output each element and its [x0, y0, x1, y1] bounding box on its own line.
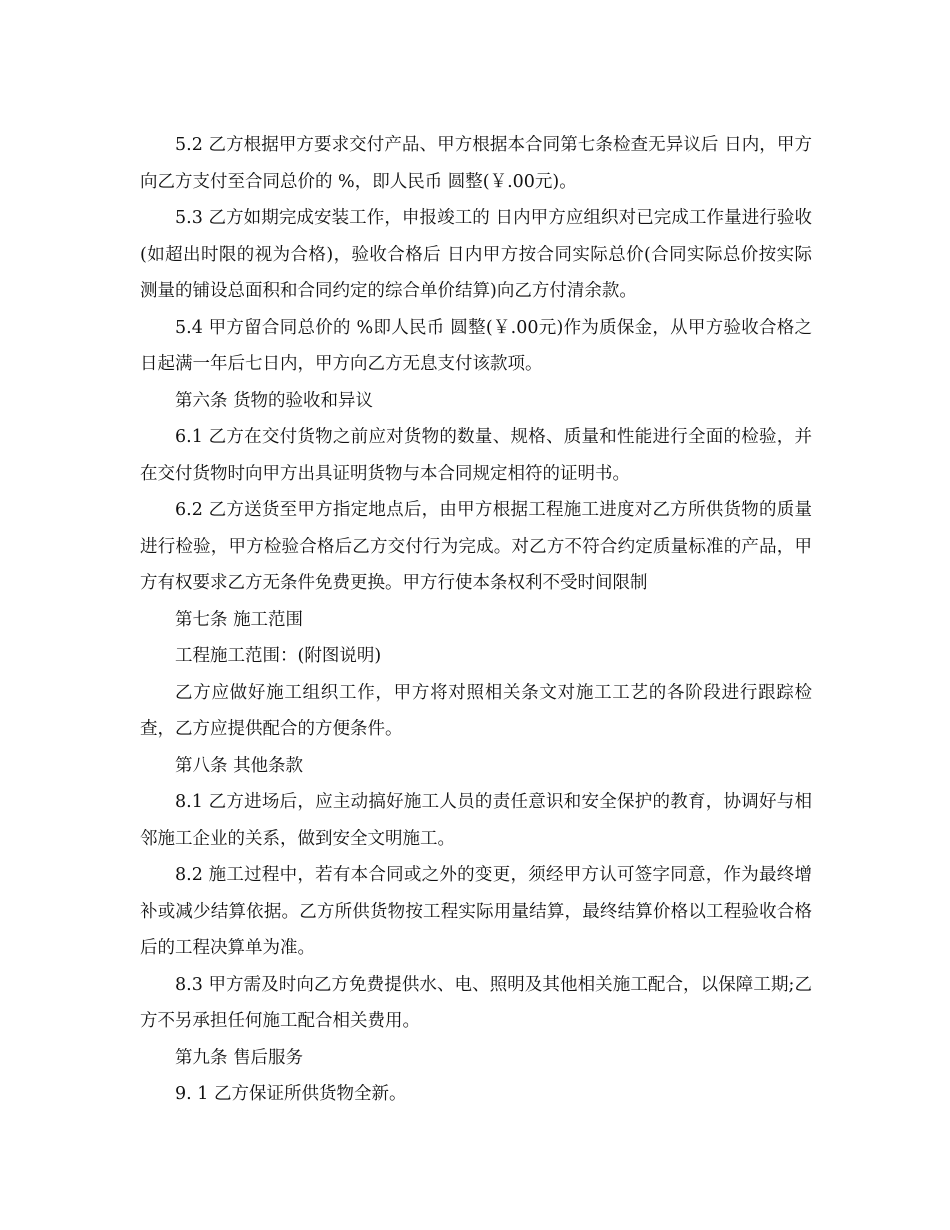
clause-6-1: 6.1 乙方在交付货物之前应对货物的数量、规格、质量和性能进行全面的检验，并在交付货物时向甲方出具证明货物与本合同规定相符的证明书。 — [140, 427, 812, 484]
clause-8-1: 8.1 乙方进场后，应主动搞好施工人员的责任意识和安全保护的教育，协调好与相邻施工企业的关系，做到安全文明施工。 — [140, 792, 812, 849]
document-body — [140, 127, 812, 1113]
clause-5-3: 5.3 乙方如期完成安装工作，申报竣工的 日内甲方应组织对已完成工作量进行验收(如超出时限的视为合格)，验收合格后 日内甲方按合同实际总价(合同实际总价按实际测量的铺设总面积和合同约定的综合单价结算)向乙方付清余款。 — [140, 208, 812, 301]
clause-8-3: 8.3 甲方需及时向乙方免费提供水、电、照明及其他相关施工配合，以保障工期;乙方不另承担任何施工配合相关费用。 — [140, 974, 812, 1031]
article-7-heading: 第七条 施工范围 — [175, 609, 304, 630]
clause-6-2: 6.2 乙方送货至甲方指定地点后，由甲方根据工程施工进度对乙方所供货物的质量进行检验，甲方检验合格后乙方交付行为完成。对乙方不符合约定质量标准的产品，甲方有权要求乙方无条件免费更换。甲方行使本条权利不受时间限制 — [140, 500, 812, 593]
article-9-heading: 第九条 售后服务 — [175, 1047, 304, 1068]
clause-9-1: 9. 1 乙方保证所供货物全新。 — [175, 1084, 407, 1104]
construction-organization-paragraph: 乙方应做好施工组织工作，甲方将对照相关条文对施工工艺的各阶段进行跟踪检查，乙方应提供配合的方便条件。 — [140, 682, 812, 739]
construction-scope-line: 工程施工范围：(附图说明) — [175, 646, 382, 666]
clause-5-4: 5.4 甲方留合同总价的 %即人民币 圆整(￥.00元)作为质保金，从甲方验收合格之日起满一年后七日内，甲方向乙方无息支付该款项。 — [140, 317, 812, 374]
clause-5-2: 5.2 乙方根据甲方要求交付产品、甲方根据本合同第七条检查无异议后 日内，甲方向乙方支付至合同总价的 %，即人民币 圆整(￥.00元)。 — [140, 135, 812, 192]
article-8-heading: 第八条 其他条款 — [175, 755, 304, 776]
clause-8-2: 8.2 施工过程中，若有本合同或之外的变更，须经甲方认可签字同意，作为最终增补或减少结算依据。乙方所供货物按工程实际用量结算，最终结算价格以工程验收合格后的工程决算单为准。 — [140, 865, 812, 958]
article-6-heading: 第六条 货物的验收和异议 — [175, 390, 374, 411]
